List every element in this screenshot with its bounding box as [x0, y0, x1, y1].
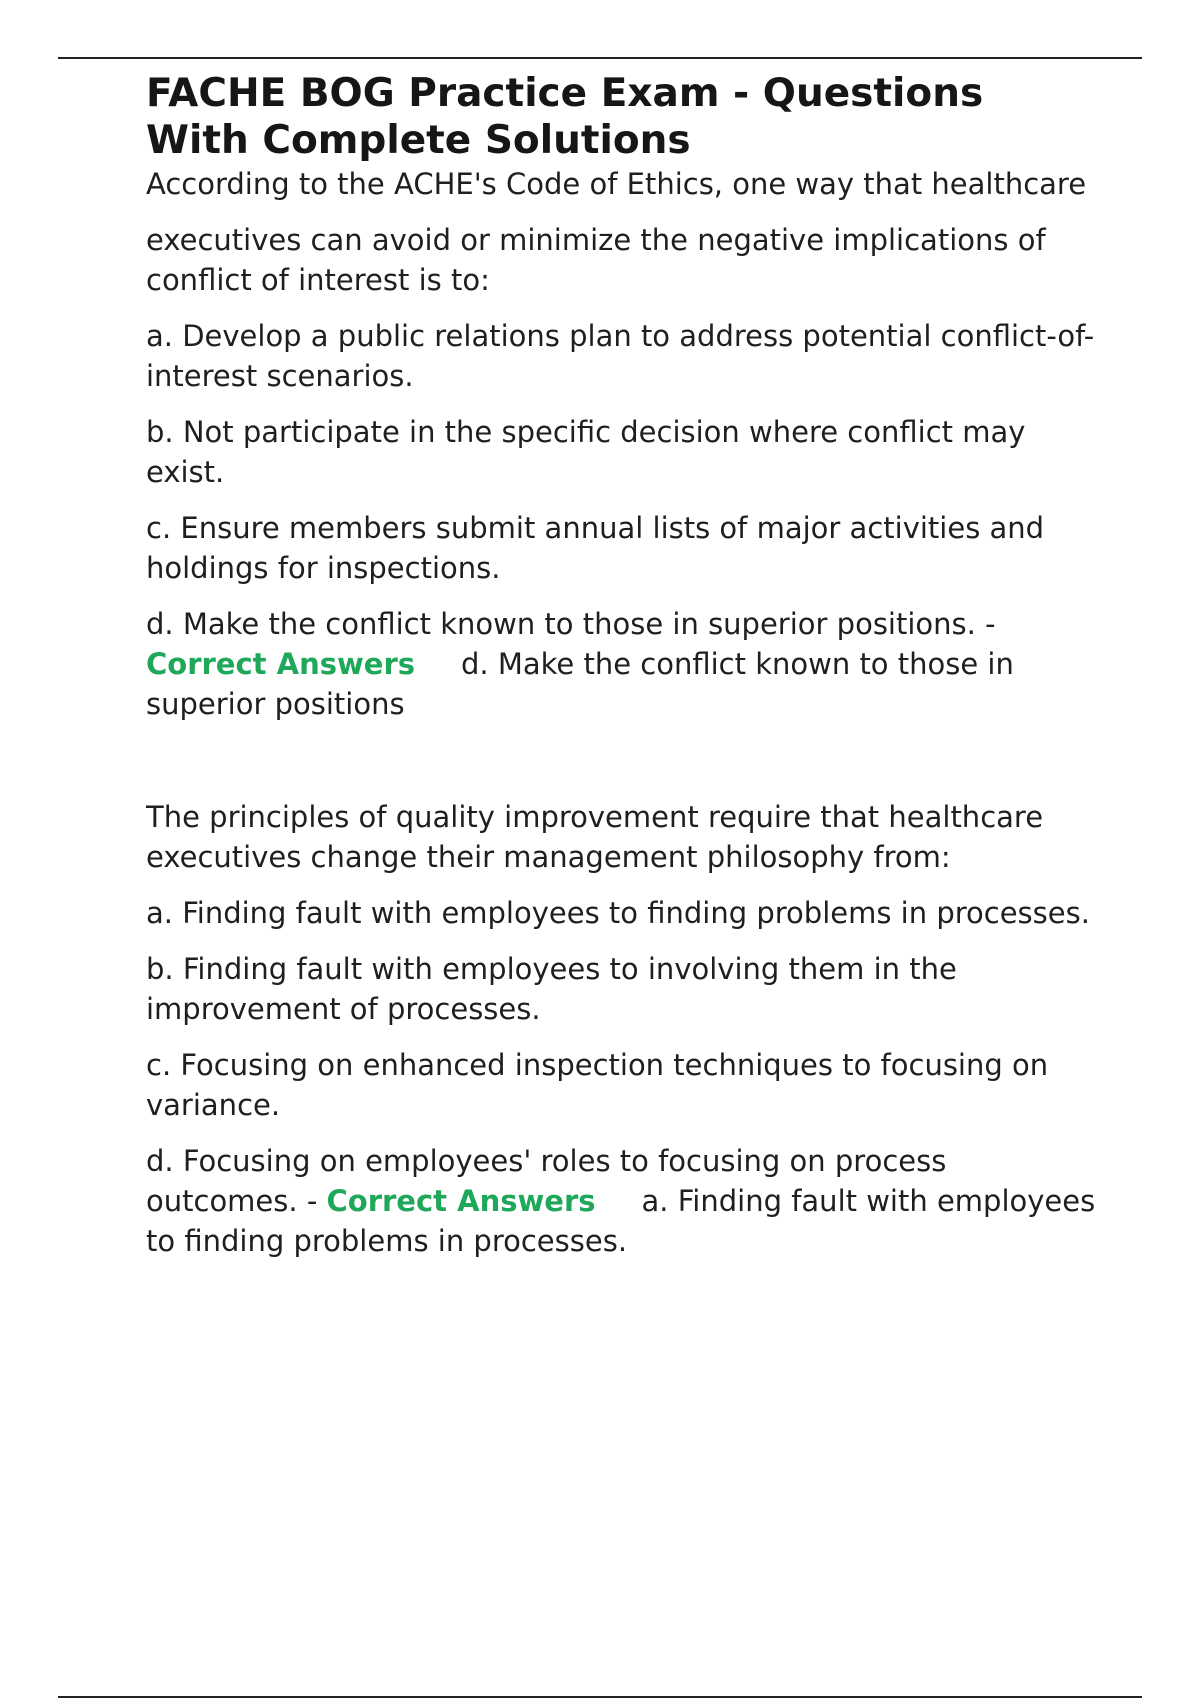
- question-1-option-b: b. Not participate in the specific decision where conflict may exist.: [146, 415, 1026, 489]
- document-page: [146, 70, 1096, 1261]
- question-1-stem-line2: executives can avoid or minimize the negative implications of conflict of interest is to:: [146, 223, 1046, 297]
- document-title: FACHE BOG Practice Exam - Questions With Complete Solutions: [146, 71, 984, 163]
- question-1-answer: d. Make the conflict known to those in superior positions: [146, 647, 1014, 721]
- question-2-stem: The principles of quality improvement require that healthcare executives change their management philosophy from:: [146, 800, 1044, 874]
- question-2-option-c: c. Focusing on enhanced inspection techniques to focusing on variance.: [146, 1048, 1049, 1122]
- question-2-answer-label: Correct Answers: [326, 1184, 596, 1218]
- question-1-stem-line1: According to the ACHE's Code of Ethics, one way that healthcare: [146, 167, 1087, 201]
- question-1-option-d-with-answer: [146, 604, 1096, 724]
- question-2-option-d-with-answer: [146, 1141, 1096, 1261]
- question-2-answer: a. Finding fault with employees to finding problems in processes.: [146, 1184, 1096, 1258]
- top-rule: [58, 57, 1142, 59]
- question-1-option-c: c. Ensure members submit annual lists of major activities and holdings for inspections.: [146, 511, 1045, 585]
- question-2-option-a: a. Finding fault with employees to finding problems in processes.: [146, 896, 1090, 930]
- question-2-option-b: b. Finding fault with employees to involving them in the improvement of processes.: [146, 952, 957, 1026]
- question-1-answer-label: Correct Answers: [146, 647, 416, 681]
- question-2-option-d: d. Focusing on employees' roles to focusing on process outcomes. -: [146, 1144, 947, 1218]
- bottom-rule: [58, 1696, 1142, 1698]
- question-1-option-d: d. Make the conflict known to those in superior positions. -: [146, 607, 996, 641]
- question-1-option-a: a. Develop a public relations plan to address potential conflict-of-interest scenarios.: [146, 319, 1095, 393]
